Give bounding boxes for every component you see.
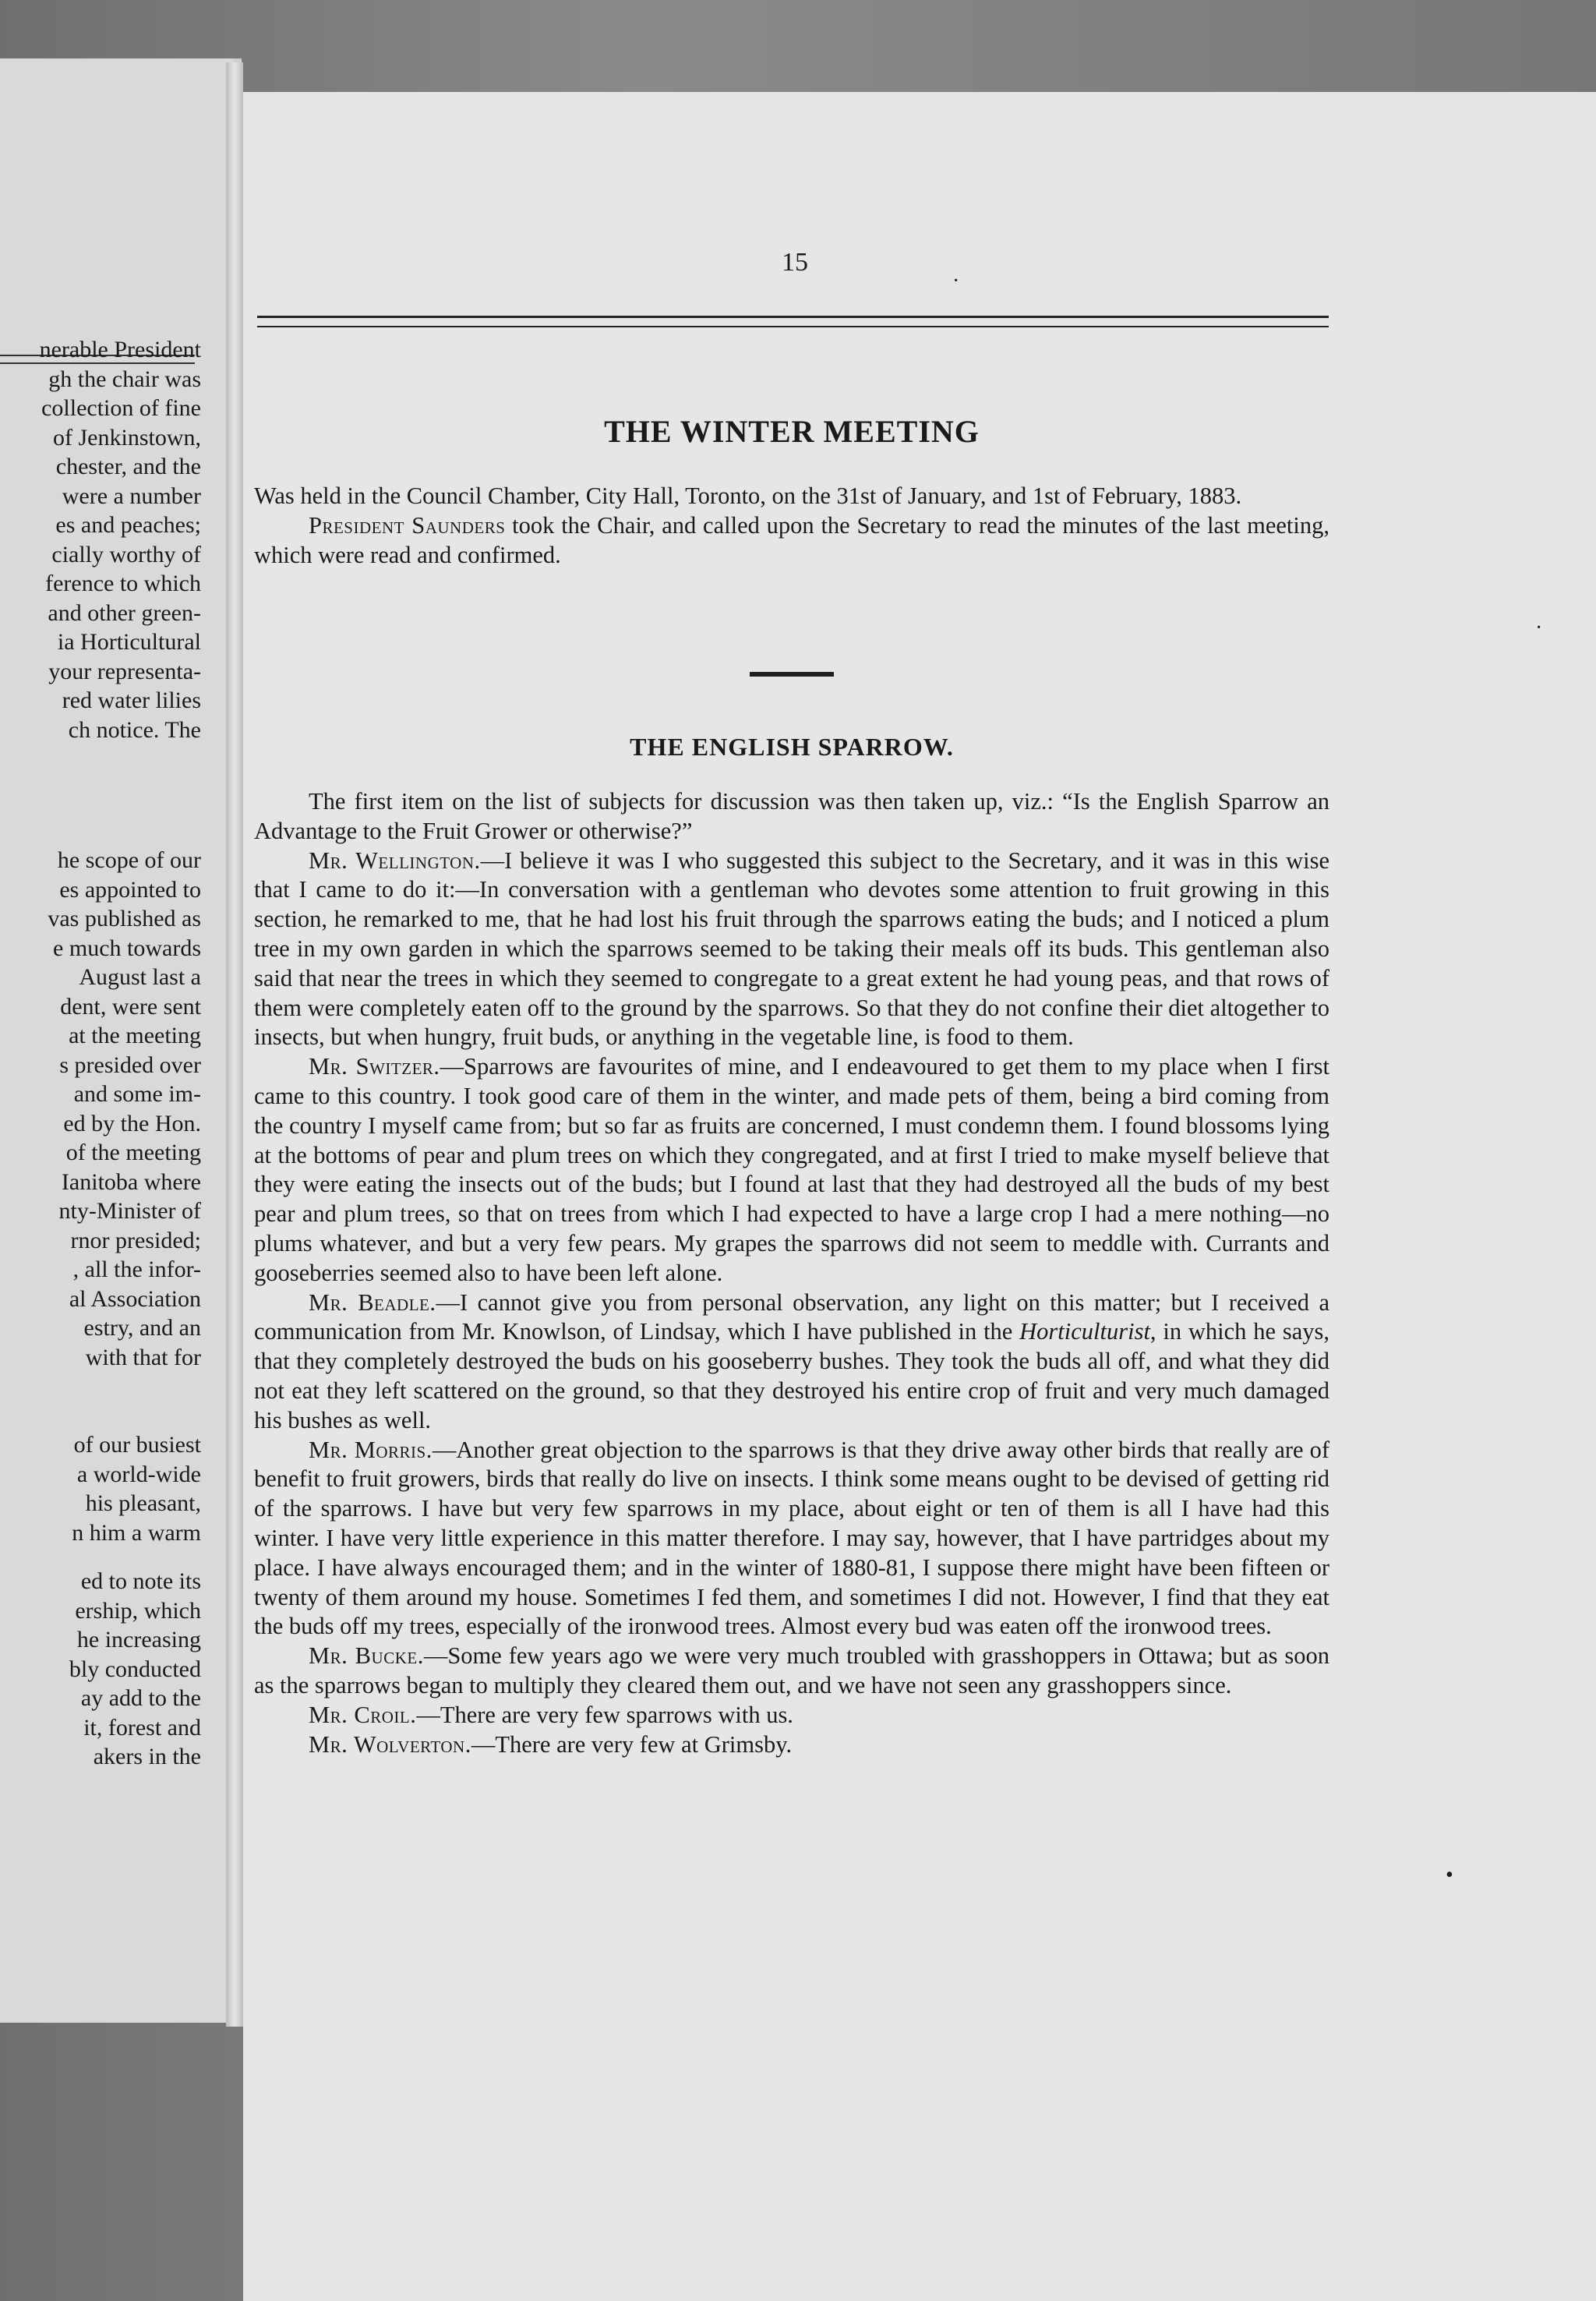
left-page-line: gh the chair was xyxy=(48,366,201,392)
speaker-name: Mr. Morris. xyxy=(309,1436,433,1463)
discussion-entry xyxy=(254,1642,1329,1701)
speaker-name: President Saunders xyxy=(309,511,506,539)
page-title: THE WINTER MEETING xyxy=(604,414,980,449)
president-paragraph xyxy=(254,511,1329,571)
entry-text: —I believe it was I who suggested this subject to the Secretary, and it was in this wise that I came to do it:—In conversation with a gentleman who devotes some attention to fruit growing in this section, he remarked to me, that he had lost his fruit through the sparrows eating the buds; and I noticed a plum tree in my own garden in which the sparrows seemed to be taking their meals off its buds. This gentleman also said that near the trees in which they seemed to congregate to a great extent he had young peas, and that rows of them were completely eaten off to the ground by the sparrows. So that they do not confine their diet altogether to insects, but when hungry, fruit buds, or anything in the vegetable line, is food to them. xyxy=(254,847,1329,1051)
left-page-line: of the meeting xyxy=(65,1140,201,1165)
left-page-line: of our busiest xyxy=(73,1432,201,1458)
left-page-line: his pleasant, xyxy=(85,1490,201,1516)
left-page-line: Ianitoba where xyxy=(61,1168,201,1195)
discussion-block xyxy=(254,787,1329,1759)
entry-text: —There are very few sparrows with us. xyxy=(416,1701,793,1728)
left-page-text-block-4 xyxy=(69,1567,201,1772)
header-rule xyxy=(257,316,1329,327)
speaker-name: Mr. Wellington. xyxy=(309,847,481,874)
left-page-line: es appointed to xyxy=(59,876,201,903)
left-page-line: ed by the Hon. xyxy=(63,1110,201,1136)
left-page-line: chester, and the xyxy=(55,454,201,479)
left-page-line: with that for xyxy=(85,1344,201,1370)
entry-text: , in which he says, that they completely destroyed the buds on his gooseberry bushes. They took the buds all off, and what they did not eat they left scattered on the ground, so that they destroyed his entire crop of fruit and very much damaged his bushes as well. xyxy=(254,1318,1329,1433)
left-page-line: of Jenkinstown, xyxy=(53,424,201,451)
left-page-line: nerable President xyxy=(39,337,201,362)
page-gutter xyxy=(226,62,243,2027)
left-page-line: he increasing xyxy=(76,1627,201,1652)
left-page-line: ch notice. The xyxy=(68,716,201,743)
left-page-line: ed to note its xyxy=(80,1568,201,1594)
speaker-name: Mr. Croil. xyxy=(309,1701,417,1728)
scan-speck: · xyxy=(1535,616,1543,640)
discussion-entry xyxy=(254,1288,1329,1436)
left-page-line: bly conducted xyxy=(69,1656,201,1682)
section-title: THE ENGLISH SPARROW. xyxy=(630,733,954,761)
left-page-line: red water lilies xyxy=(62,687,201,713)
left-page-line: e much towards xyxy=(53,935,201,961)
discussion-entry xyxy=(254,1730,1329,1760)
paragraph-text: took the Chair, and called upon the Secretary to read the minutes of the last meeting, which were read and confirmed. xyxy=(254,511,1329,568)
section-divider xyxy=(750,672,834,677)
discussion-entry xyxy=(254,1701,1329,1730)
left-page-line: at the meeting xyxy=(69,1023,201,1048)
discussion-entry xyxy=(254,1052,1329,1288)
discussion-entry xyxy=(254,847,1329,1053)
speaker-name: Mr. Wolverton. xyxy=(309,1730,471,1758)
section-intro-paragraph: The first item on the list of subjects for discussion was then taken up, viz.: “Is the English Sparrow an Advantage to the Fruit Grower or otherwise?” xyxy=(254,788,1329,844)
left-page-line: rnor presided; xyxy=(70,1227,201,1253)
discussion-entry xyxy=(254,1436,1329,1642)
left-page-line: dent, were sent xyxy=(60,993,201,1020)
left-page-line: and some im- xyxy=(73,1081,201,1107)
left-page-line: and other green- xyxy=(48,599,201,626)
entry-text: —Another great objection to the sparrows is that they drive away other birds that really are of benefit to fruit growers, birds that really do live on insects. I think some means ought to be devised of getting rid of the sparrows. I have but very few sparrows in my place, about eight or ten of them is all I have had this winter. I have very little experience in this matter therefore. I may say, however, that I have partridges about my place. I have always encouraged them; and in the winter of 1880-81, I suppose there might have been fifteen or twenty of them around my house. Sometimes I fed them, and sometimes I did not. However, I find that they eat the buds off my trees, especially of the ironwood trees. Almost every bud was eaten off the ironwood trees. xyxy=(254,1436,1329,1640)
left-page-line: ay add to the xyxy=(80,1685,201,1711)
left-page-line: collection of fine xyxy=(41,395,201,421)
left-page-line: ia Horticultural xyxy=(57,629,201,655)
left-page-line: vas published as xyxy=(48,906,201,931)
intro-block xyxy=(254,482,1329,570)
left-page-line: akers in the xyxy=(93,1744,201,1769)
entry-text: —Some few years ago we were very much troubled with grasshoppers in Ottawa; but as soon as the sparrows began to multiply they cleared them out, and we have not seen any grasshoppers since. xyxy=(254,1642,1330,1698)
left-page-line: it, forest and xyxy=(83,1714,201,1741)
left-page-line: nty-Minister of xyxy=(58,1198,201,1224)
left-page-line: August last a xyxy=(79,964,201,990)
speaker-name: Mr. Switzer. xyxy=(309,1053,440,1080)
left-page-line: ership, which xyxy=(75,1597,201,1624)
speaker-name: Mr. Bucke. xyxy=(309,1642,424,1670)
left-page-line: were a number xyxy=(62,482,201,509)
left-facing-page xyxy=(0,58,242,2023)
left-page-line: es and peaches; xyxy=(55,512,201,538)
intro-paragraph: Was held in the Council Chamber, City Hall, Toronto, on the 31st of January, and 1st of February, 1883. xyxy=(254,482,1242,509)
page-number: 15 xyxy=(782,248,808,277)
left-page-line: s presided over xyxy=(59,1052,201,1078)
publication-title: Horticulturist xyxy=(1019,1318,1150,1345)
left-page-line: al Association xyxy=(69,1285,201,1312)
left-page-line: cially worthy of xyxy=(51,541,201,567)
entry-text: —There are very few at Grimsby. xyxy=(471,1730,793,1758)
left-page-line: estry, and an xyxy=(83,1315,201,1341)
left-page-line: your representa- xyxy=(48,658,201,684)
scan-speck: · xyxy=(952,269,960,293)
left-page-line: a world-wide xyxy=(76,1461,201,1487)
entry-text: —Sparrows are favourites of mine, and I endeavoured to get them to my place when I first came to this country. I took good care of them in the winter, and made pets of them, being a bird coming from the country I myself came from; but so far as fruits are concerned, I must condemn them. I found blossoms lying at the bottoms of pear and plum trees on which they congregated, and at first I tried to make myself believe that they were eating the insects out of the buds; but I found at last that they had destroyed all the buds of my best pear and plum trees, so that on trees from which I had expected to have a large crop I had a mere nothing—no plums whatever, and but a very few pears. My grapes the sparrows did not seem to meddle with. Currants and gooseberries seemed also to have been left alone. xyxy=(254,1053,1329,1286)
entry-text: —I cannot give you from personal observation, any light on this matter; but I received a communication from Mr. Knowlson, of Lindsay, which I have published in the xyxy=(254,1288,1329,1345)
scan-speck: • xyxy=(1446,1863,1453,1887)
left-page-line: n him a warm xyxy=(72,1519,201,1546)
left-page-line: he scope of our xyxy=(57,847,201,873)
left-page-line: , all the infor- xyxy=(72,1257,201,1282)
left-page-text-block-2 xyxy=(48,846,201,1372)
left-page-text-block-1 xyxy=(40,335,201,744)
speaker-name: Mr. Beadle. xyxy=(309,1288,436,1316)
left-page-text-block-3 xyxy=(72,1430,201,1547)
left-page-line: ference to which xyxy=(45,571,201,596)
